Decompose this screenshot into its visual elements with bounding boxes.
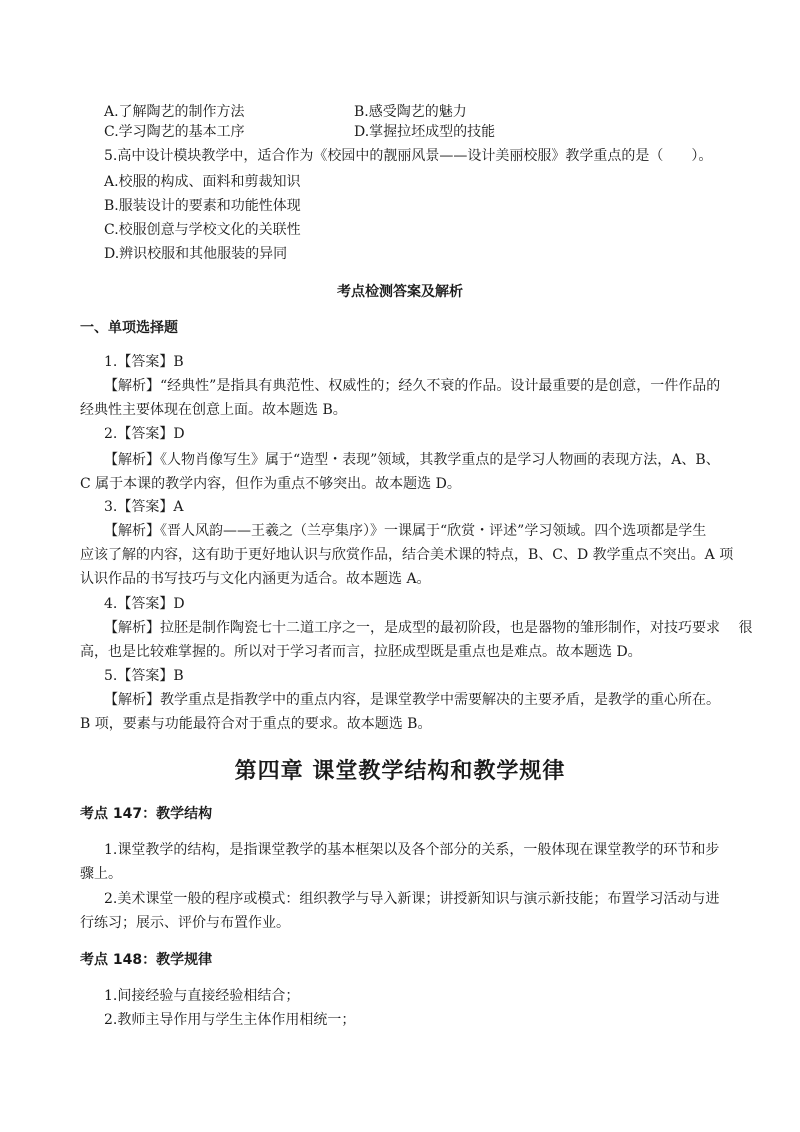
section-title: 一、单项选择题 <box>80 320 178 336</box>
analysis-2-line-1: 【解析】《人物肖像写生》属于“造型・表现”领域，其教学重点的是学习人物画的表现方法，A、B、 <box>104 452 720 468</box>
answer-4: 4.【答案】D <box>104 596 185 612</box>
q4-option-b: B.感受陶艺的魅力 <box>354 104 467 120</box>
analysis-5-line-2: B 项，要素与功能最符合对于重点的要求。故本题选 B。 <box>80 716 432 732</box>
q4-option-c: C.学习陶艺的基本工序 <box>104 124 245 140</box>
analysis-5-line-1: 【解析】教学重点是指教学中的重点内容，是课堂教学中需要解决的主要矛盾，是教学的重心所在。 <box>104 692 720 708</box>
kp147-p1-line-1: 1.课堂教学的结构，是指课堂教学的基本框架以及各个部分的关系，一般体现在课堂教学的环节和步 <box>104 842 720 858</box>
analysis-3-line-2: 应该了解的内容，这有助于更好地认识与欣赏作品，结合美术课的特点，B、C、D 教学重点不突出。A 项 <box>80 547 734 563</box>
q4-option-d: D.掌握拉坯成型的技能 <box>354 124 496 140</box>
kp147-p2-line-2: 行练习；展示、评价与布置作业。 <box>80 915 290 931</box>
q5-option-d: D.辨识校服和其他服装的异同 <box>104 246 288 262</box>
q5-option-a: A.校服的构成、面料和剪裁知识 <box>104 174 301 190</box>
kp147-title: 考点 147：教学结构 <box>80 806 213 822</box>
analysis-2-line-2: C 属于本课的教学内容，但作为重点不够突出。故本题选 D。 <box>80 476 461 492</box>
q5-stem: 5.高中设计模块教学中，适合作为《校园中的靓丽风景——设计美丽校服》教学重点的是（ ）。 <box>104 148 713 164</box>
answer-5: 5.【答案】B <box>104 668 184 684</box>
kp148-title: 考点 148：教学规律 <box>80 952 213 968</box>
analysis-3-line-3: 认识作品的书写技巧与文化内涵更为适合。故本题选 A。 <box>80 571 431 587</box>
answer-1: 1.【答案】B <box>104 354 184 370</box>
kp147-p2-line-1: 2.美术课堂一般的程序或模式：组织教学与导入新课；讲授新知识与演示新技能；布置学习活动与进 <box>104 891 720 907</box>
q5-option-c: C.校服创意与学校文化的关联性 <box>104 222 301 238</box>
chapter-title: 第四章 课堂教学结构和教学规律 <box>234 759 566 784</box>
answers-title: 考点检测答案及解析 <box>337 284 463 300</box>
kp147-p1-line-2: 骤上。 <box>80 866 122 882</box>
kp148-item-2: 2.教师主导作用与学生主体作用相统一； <box>104 1012 356 1028</box>
answer-3: 3.【答案】A <box>104 499 184 515</box>
analysis-1-line-1: 【解析】“经典性”是指具有典范性、权威性的；经久不衰的作品。设计最重要的是创意，一件作品的 <box>104 378 721 394</box>
analysis-3-line-1: 【解析】《晋人风韵——王羲之（兰亭集序）》一课属于“欣赏・评述”学习领域。四个选项都是学生 <box>104 523 707 539</box>
q5-option-b: B.服装设计的要素和功能性体现 <box>104 198 301 214</box>
analysis-4-line-2: 高，也是比较难掌握的。所以对于学习者而言，拉胚成型既是重点也是难点。故本题选 D。 <box>80 644 642 660</box>
analysis-4-line-1: 【解析】拉胚是制作陶瓷七十二道工序之一，是成型的最初阶段，也是器物的雏形制作，对技巧要求 很 <box>104 620 753 636</box>
analysis-1-line-2: 经典性主要体现在创意上面。故本题选 B。 <box>80 402 347 418</box>
answer-2: 2.【答案】D <box>104 426 185 442</box>
q4-option-a: A.了解陶艺的制作方法 <box>104 104 245 120</box>
kp148-item-1: 1.间接经验与直接经验相结合； <box>104 988 300 1004</box>
